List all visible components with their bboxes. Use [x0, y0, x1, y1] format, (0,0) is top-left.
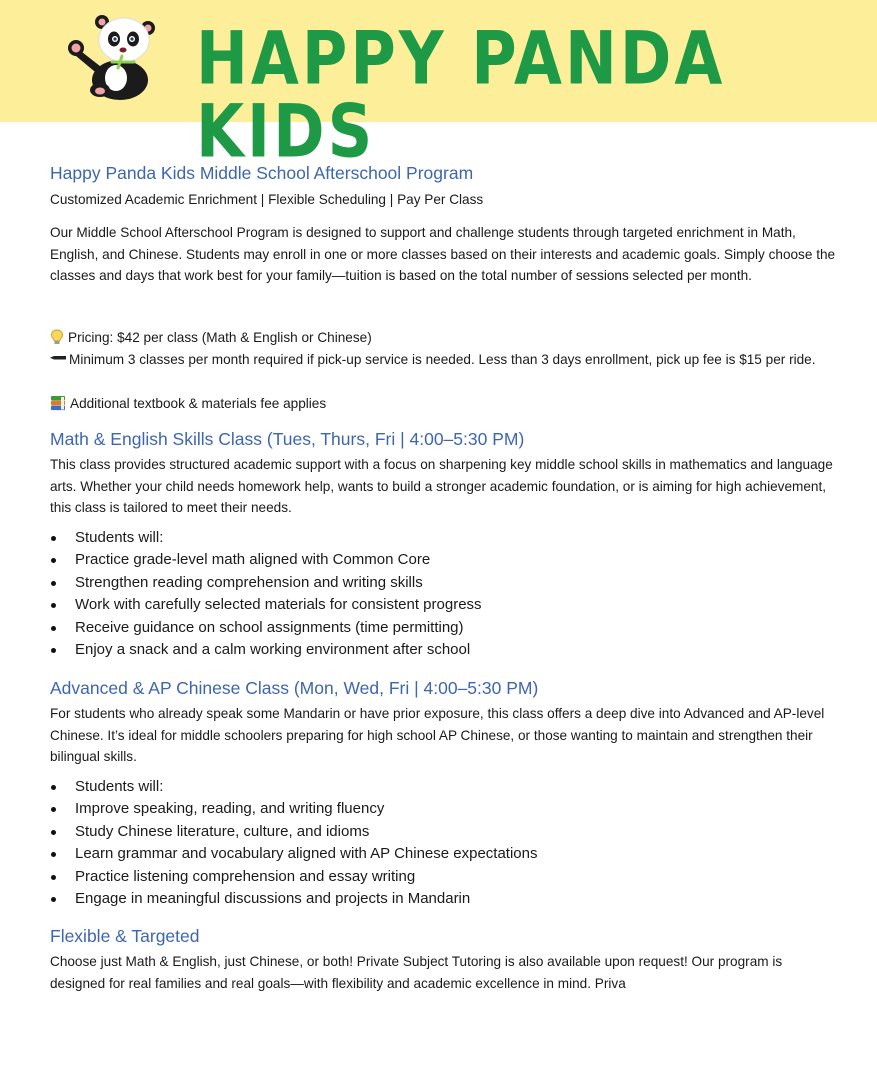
- books-icon: [50, 395, 66, 411]
- bullet-icon: [51, 626, 56, 631]
- list-item: Engage in meaningful discussions and projects in Mandarin: [50, 888, 538, 910]
- list-item: Practice grade-level math aligned with Common Core: [50, 549, 482, 571]
- list-item: Receive guidance on school assignments (time permitting): [50, 617, 482, 639]
- section-heading-flexible: Flexible & Targeted: [50, 926, 200, 946]
- panda-mascot-icon: [60, 12, 170, 102]
- note-text: Additional textbook & materials fee applies: [70, 396, 327, 411]
- section-heading-chinese: Advanced & AP Chinese Class (Mon, Wed, Fri | 4:00–5:30 PM): [50, 678, 539, 698]
- note-materials: [50, 393, 326, 415]
- list-item: Strengthen reading comprehension and writing skills: [50, 572, 482, 594]
- bullet-icon: [51, 897, 56, 902]
- list-item: Learn grammar and vocabulary aligned with AP Chinese expectations: [50, 843, 538, 865]
- list-item: Enjoy a snack and a calm working environment after school: [50, 639, 482, 661]
- note-pickup: [50, 349, 840, 371]
- bullet-icon: [51, 852, 56, 857]
- bullet-list-chinese: [50, 776, 538, 910]
- bullet-icon: [51, 648, 56, 653]
- brand-wordmark: HAPPY PANDA KIDS: [196, 14, 726, 175]
- bullet-list-math-english: [50, 527, 482, 661]
- note-text: Minimum 3 classes per month required if pick-up service is needed. Less than 3 days enrollment, pick up fee is $15 per ride.: [69, 352, 816, 367]
- note-text: Pricing: $42 per class (Math & English or Chinese): [68, 330, 372, 345]
- note-pricing: [50, 327, 372, 349]
- pen-icon: [50, 353, 66, 363]
- list-item: Improve speaking, reading, and writing fluency: [50, 798, 538, 820]
- list-item: Study Chinese literature, culture, and idioms: [50, 821, 538, 843]
- bullet-icon: [51, 603, 56, 608]
- list-item: Students will:: [50, 776, 538, 798]
- list-item: Work with carefully selected materials for consistent progress: [50, 594, 482, 616]
- bullet-icon: [51, 785, 56, 790]
- section-description-math-english: This class provides structured academic support with a focus on sharpening key middle school skills in mathematics and language arts. Whether your child needs homework help, wants to build a stronger academic foundation, or is aiming for high achievement, this class is tailored to meet their needs.: [50, 457, 833, 515]
- bullet-icon: [51, 830, 56, 835]
- page-title: Happy Panda Kids Middle School Afterschool Program: [50, 163, 474, 183]
- section-description-flexible: Choose just Math & English, just Chinese, or both! Private Subject Tutoring is also available upon request! Our program is designed for real families and real goals—with flexibility and academic excellence in mind. Priva: [50, 954, 783, 991]
- tagline: Customized Academic Enrichment | Flexible Scheduling | Pay Per Class: [50, 192, 484, 207]
- lightbulb-icon: [50, 329, 64, 345]
- intro-paragraph: Our Middle School Afterschool Program is designed to support and challenge students through targeted enrichment in Math, English, and Chinese. Students may enroll in one or more classes based on their interests and academic goals. Simply choose the classes and days that work best for your family—tuition is based on the total number of sessions selected per month.: [50, 225, 836, 283]
- bullet-icon: [51, 807, 56, 812]
- section-heading-math-english: Math & English Skills Class (Tues, Thurs, Fri | 4:00–5:30 PM): [50, 429, 525, 449]
- bullet-icon: [51, 581, 56, 586]
- list-item: Students will:: [50, 527, 482, 549]
- list-item: Practice listening comprehension and essay writing: [50, 866, 538, 888]
- bullet-icon: [51, 536, 56, 541]
- section-description-chinese: For students who already speak some Mandarin or have prior exposure, this class offers a deep dive into Advanced and AP-level Chinese. It’s ideal for middle schoolers preparing for high school AP Chinese, or those wanting to maintain and strengthen their bilingual skills.: [50, 706, 825, 764]
- bullet-icon: [51, 875, 56, 880]
- bullet-icon: [51, 558, 56, 563]
